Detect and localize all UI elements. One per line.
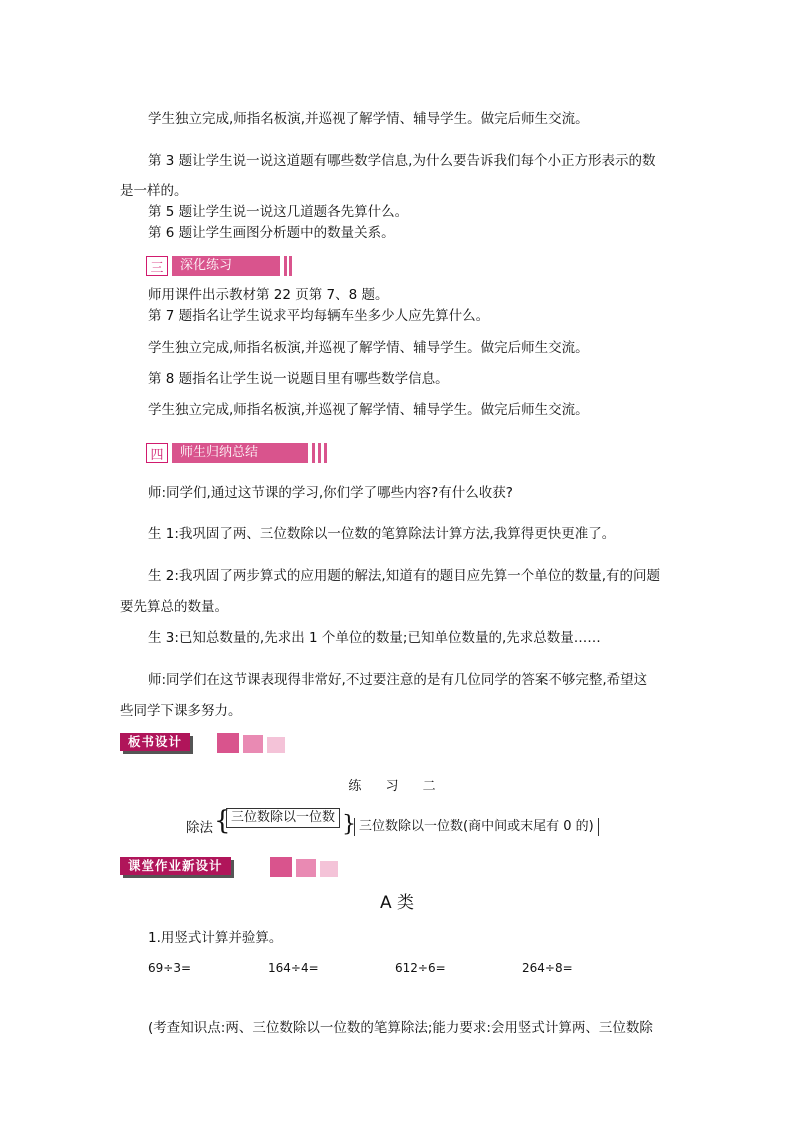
paragraph: 第 8 题指名让学生说一说题目里有哪些数学信息。 bbox=[148, 371, 449, 387]
board-item-1: 三位数除以一位数 bbox=[226, 808, 340, 828]
decorative-stripe bbox=[289, 256, 292, 276]
board-diagram bbox=[186, 808, 616, 838]
decorative-square bbox=[267, 737, 285, 753]
section-number: 四 bbox=[146, 443, 168, 463]
exercise-item: 264÷8= bbox=[522, 961, 573, 975]
paragraph: 生 3:已知总数量的,先求出 1 个单位的数量;已知单位数量的,先求总数量…… bbox=[148, 630, 601, 646]
section-header-3 bbox=[146, 256, 292, 276]
section-number: 三 bbox=[146, 256, 168, 276]
paragraph: 学生独立完成,师指名板演,并巡视了解学情、辅导学生。做完后师生交流。 bbox=[148, 111, 589, 127]
homework-design-tag bbox=[120, 857, 360, 877]
left-brace: { bbox=[214, 806, 231, 836]
exercise-item: 69÷3= bbox=[148, 961, 192, 975]
decorative-stripe bbox=[324, 443, 327, 463]
decorative-square bbox=[296, 859, 316, 877]
decorative-stripe bbox=[284, 256, 287, 276]
paragraph: 第 6 题让学生画图分析题中的数量关系。 bbox=[148, 225, 395, 241]
paragraph: 生 1:我巩固了两、三位数除以一位数的笔算除法计算方法,我算得更快更准了。 bbox=[148, 526, 616, 542]
decorative-square bbox=[270, 857, 292, 877]
board-item-2: 三位数除以一位数(商中间或末尾有 0 的) bbox=[354, 818, 599, 836]
section-title: 师生归纳总结 bbox=[172, 443, 308, 463]
decorative-square bbox=[320, 861, 338, 877]
knowledge-note: (考查知识点:两、三位数除以一位数的笔算除法;能力要求:会用竖式计算两、三位数除 bbox=[148, 1020, 653, 1036]
section-header-4 bbox=[146, 443, 328, 463]
paragraph: 些同学下课多努力。 bbox=[120, 703, 242, 719]
section-title: 深化练习 bbox=[172, 256, 280, 276]
decorative-square bbox=[243, 735, 263, 753]
decorative-square bbox=[217, 733, 239, 753]
question: 1.用竖式计算并验算。 bbox=[148, 930, 283, 946]
paragraph: 是一样的。 bbox=[120, 183, 188, 199]
decorative-stripe bbox=[318, 443, 321, 463]
exercise-item: 612÷6= bbox=[395, 961, 446, 975]
tag-label: 课堂作业新设计 bbox=[120, 857, 231, 875]
decorative-stripe bbox=[312, 443, 315, 463]
paragraph: 第 3 题让学生说一说这道题有哪些数学信息,为什么要告诉我们每个小正方形表示的数 bbox=[148, 153, 656, 169]
paragraph: 第 7 题指名让学生说求平均每辆车坐多少人应先算什么。 bbox=[148, 308, 490, 324]
tag-label: 板书设计 bbox=[120, 733, 190, 751]
exercise-item: 164÷4= bbox=[268, 961, 319, 975]
board-design-tag bbox=[120, 733, 300, 753]
paragraph: 学生独立完成,师指名板演,并巡视了解学情、辅导学生。做完后师生交流。 bbox=[148, 402, 589, 418]
paragraph: 师:同学们在这节课表现得非常好,不过要注意的是有几位同学的答案不够完整,希望这 bbox=[148, 672, 648, 688]
paragraph: 要先算总的数量。 bbox=[120, 599, 228, 615]
paragraph: 学生独立完成,师指名板演,并巡视了解学情、辅导学生。做完后师生交流。 bbox=[148, 340, 589, 356]
category-heading: A 类 bbox=[379, 893, 415, 913]
right-brace: } bbox=[342, 812, 356, 837]
paragraph: 师:同学们,通过这节课的学习,你们学了哪些内容?有什么收获? bbox=[148, 485, 513, 501]
paragraph: 师用课件出示教材第 22 页第 7、8 题。 bbox=[148, 287, 389, 303]
board-title: 练 习 二 bbox=[348, 779, 446, 794]
paragraph: 第 5 题让学生说一说这几道题各先算什么。 bbox=[148, 204, 409, 220]
paragraph: 生 2:我巩固了两步算式的应用题的解法,知道有的题目应先算一个单位的数量,有的问题 bbox=[148, 568, 661, 584]
board-lead: 除法 bbox=[186, 820, 213, 836]
